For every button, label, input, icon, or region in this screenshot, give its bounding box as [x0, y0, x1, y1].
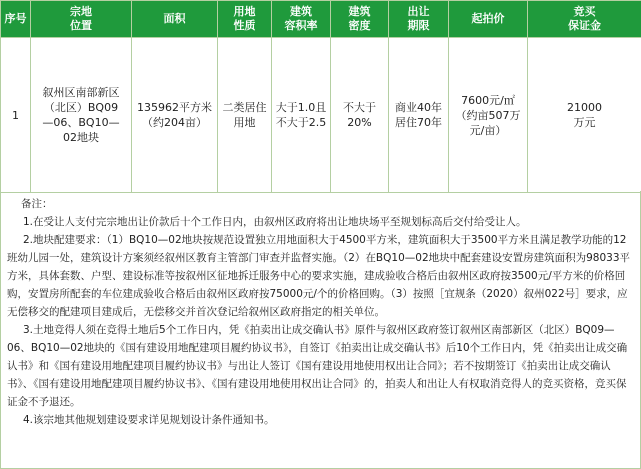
header-location: 宗地 位置 — [31, 1, 132, 38]
land-parcel-table — [0, 0, 641, 193]
note-item-2: 2.地块配建要求：（1）BQ10—02地块按规范设置独立用地面积大于4500平方米，建筑面积大于3500平方米且满足教学功能的12班幼儿园一处，建筑设计方案须经叙州区教育主管部门审查并监督实施。（2）在BQ10—02地块中配套建设安置房建筑面积为98033平方米，具体套数、户型、建设标准等按叙州区征地拆迁服务中心的要求实施，建成验收合格后由叙州区政府按3500元/平方米的价格回购，安置房所配套的车位建成验收合格后由叙州区政府按75000元/个的价格回购。（3）按照［宜规条（2020）叙州022号］要求，应无偿移交的配建项目建成后，无偿移交并首次登记给叙州区政府指定的相关单位。 — [7, 234, 631, 318]
note-item-4: 4.该宗地其他规划建设要求详见规划设计条件通知书。 — [23, 414, 275, 426]
note-item-3: 3.土地竞得人须在竞得土地后5个工作日内，凭《拍卖出让成交确认书》原件与叙州区政府签订叙州区南部新区（北区）BQ09—06、BQ10—02地块的《国有建设用地配建项目履约协议书》，自签订《拍卖出让成交确认书》后10个工作日内，凭《拍卖出让成交确认书》和《国有建设用地配建项目履约协议书》与出让人签订《国有建设用地使用权出让合同》；若不按期签订《拍卖出让成交确认书》、《国有建设用地配建项目履约协议书》、《国有建设用地使用权出让合同》的，拍卖人和出让人有权取消竞得人的竞买资格，竞买保证金不予退还。 — [7, 324, 628, 408]
notes-title: 备注： — [21, 198, 53, 210]
cell-index — [1, 38, 31, 193]
note-item-1: 1.在受让人支付完宗地出让价款后十个工作日内，由叙州区政府将出让地块场平至规划标高后交付给受让人。 — [23, 216, 527, 228]
term-value: 商业40年居住70年 — [395, 101, 442, 129]
price-value: 7600元/㎡（约亩507万元/亩） — [455, 93, 521, 137]
deposit-value: 21000万元 — [567, 101, 602, 129]
index-value: 1 — [12, 108, 19, 122]
cell-deposit — [528, 38, 641, 193]
cell-far — [272, 38, 331, 193]
cell-location — [31, 38, 132, 193]
header-use: 用地 性质 — [218, 1, 272, 38]
header-index: 序号 — [1, 1, 31, 38]
area-value: 135962平方米（约204亩） — [137, 101, 212, 129]
notes-section — [0, 191, 641, 469]
header-density: 建筑 密度 — [331, 1, 389, 38]
header-price: 起拍价 — [449, 1, 528, 38]
header-term: 出让 期限 — [389, 1, 449, 38]
cell-use — [218, 38, 272, 193]
header-area: 面积 — [132, 1, 218, 38]
location-value: 叙州区南部新区（北区）BQ09—06、BQ10—02地块 — [42, 86, 120, 144]
header-deposit: 竞买 保证金 — [528, 1, 641, 38]
table-row — [1, 38, 641, 193]
density-value: 不大于20% — [343, 101, 376, 129]
cell-area — [132, 38, 218, 193]
cell-term — [389, 38, 449, 193]
far-value: 大于1.0且不大于2.5 — [275, 101, 327, 129]
table-header-row — [1, 1, 641, 38]
cell-density — [331, 38, 389, 193]
header-far: 建筑 容积率 — [272, 1, 331, 38]
cell-price — [449, 38, 528, 193]
use-value: 二类居住用地 — [222, 101, 267, 129]
